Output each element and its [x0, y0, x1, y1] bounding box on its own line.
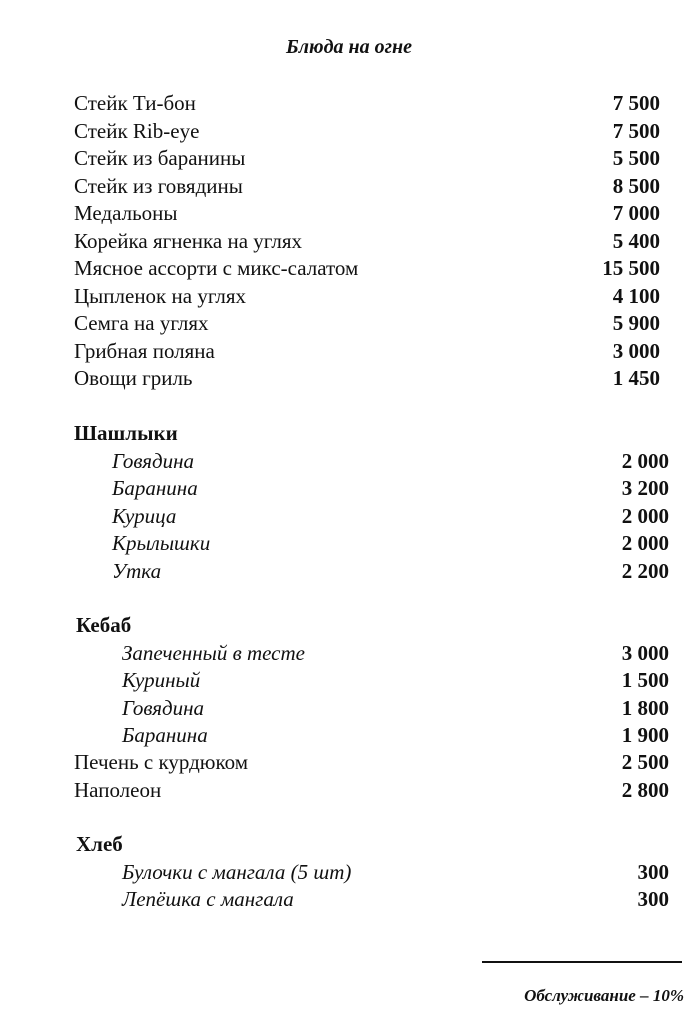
menu-item: [0, 310, 698, 337]
item-price: 3 200: [621, 476, 669, 500]
item-name: Печень с курдюком: [74, 750, 249, 774]
menu-item: [0, 722, 698, 749]
menu-item: [0, 558, 698, 585]
item-name: Баранина: [122, 723, 208, 747]
item-price: 5 400: [612, 228, 660, 253]
menu-item: [0, 255, 698, 282]
item-price: 2 500: [621, 750, 669, 774]
item-name: Семга на углях: [74, 311, 209, 335]
item-name: Наполеон: [74, 777, 162, 802]
item-name: Медальоны: [74, 201, 178, 225]
item-name: Стейк из говядины: [74, 173, 243, 198]
section-heading-kebab: Кебаб: [76, 613, 132, 637]
item-name: Крылышки: [112, 531, 211, 555]
menu-item: [0, 365, 698, 392]
item-name: Курица: [112, 503, 177, 528]
menu-item: [0, 90, 698, 117]
item-price: 8 500: [612, 173, 660, 198]
item-name: Говядина: [122, 695, 205, 720]
item-price: 5 500: [612, 146, 660, 170]
menu-item: [0, 749, 698, 776]
page-title: Блюда на огне: [286, 36, 412, 58]
footer-divider: [482, 961, 682, 963]
item-price: 300: [637, 887, 669, 911]
menu-item: [0, 859, 698, 886]
item-price: 1 450: [612, 366, 660, 390]
menu-item: [0, 695, 698, 722]
menu-item: [0, 475, 698, 502]
section-heading-shashlik: Шашлыки: [74, 421, 178, 445]
item-price: 15 500: [602, 256, 660, 280]
item-name: Мясное ассорти с микс-салатом: [74, 256, 359, 280]
menu-item: [0, 200, 698, 227]
item-name: Утка: [112, 558, 162, 583]
menu-item: [0, 503, 698, 530]
menu-item: [0, 530, 698, 557]
item-name: Грибная поляна: [74, 338, 215, 363]
menu-item: [0, 173, 698, 200]
item-price: 2 200: [621, 558, 669, 583]
item-price: 3 000: [612, 338, 660, 363]
menu-item: [0, 448, 698, 475]
item-price: 1 900: [621, 723, 669, 747]
item-price: 5 900: [612, 311, 660, 335]
menu-item: [0, 228, 698, 255]
item-name: Стейк Rib-eye: [74, 118, 200, 143]
item-price: 300: [637, 859, 669, 884]
item-name: Запеченный в тесте: [122, 640, 305, 665]
item-name: Стейк Ти-бон: [74, 91, 196, 115]
menu-item: [0, 886, 698, 913]
item-name: Корейка ягненка на углях: [74, 228, 302, 253]
item-price: 7 000: [612, 201, 660, 225]
menu-item: [0, 667, 698, 694]
menu-item: [0, 118, 698, 145]
item-price: 1 500: [621, 668, 669, 692]
item-name: Говядина: [112, 448, 195, 473]
item-price: 3 000: [621, 640, 669, 665]
item-name: Овощи гриль: [74, 366, 193, 390]
menu-item: [0, 283, 698, 310]
menu-item: [0, 338, 698, 365]
item-price: 2 000: [621, 448, 669, 473]
menu-item: [0, 145, 698, 172]
item-price: 7 500: [612, 118, 660, 143]
item-price: 4 100: [612, 283, 660, 308]
service-charge-note: Обслуживание – 10%: [524, 986, 684, 1005]
item-price: 7 500: [612, 91, 660, 115]
item-price: 2 000: [621, 531, 669, 555]
item-name: Цыпленок на углях: [74, 283, 246, 308]
menu-item: [0, 640, 698, 667]
item-price: 2 800: [621, 777, 669, 802]
item-name: Булочки с мангала (5 шт): [122, 859, 352, 884]
item-name: Лепёшка с мангала: [122, 887, 294, 911]
item-price: 2 000: [621, 503, 669, 528]
section-heading-bread: Хлеб: [76, 832, 123, 856]
item-name: Куриный: [122, 668, 201, 692]
menu-item: [0, 777, 698, 804]
item-price: 1 800: [621, 695, 669, 720]
item-name: Баранина: [112, 476, 198, 500]
item-name: Стейк из баранины: [74, 146, 246, 170]
